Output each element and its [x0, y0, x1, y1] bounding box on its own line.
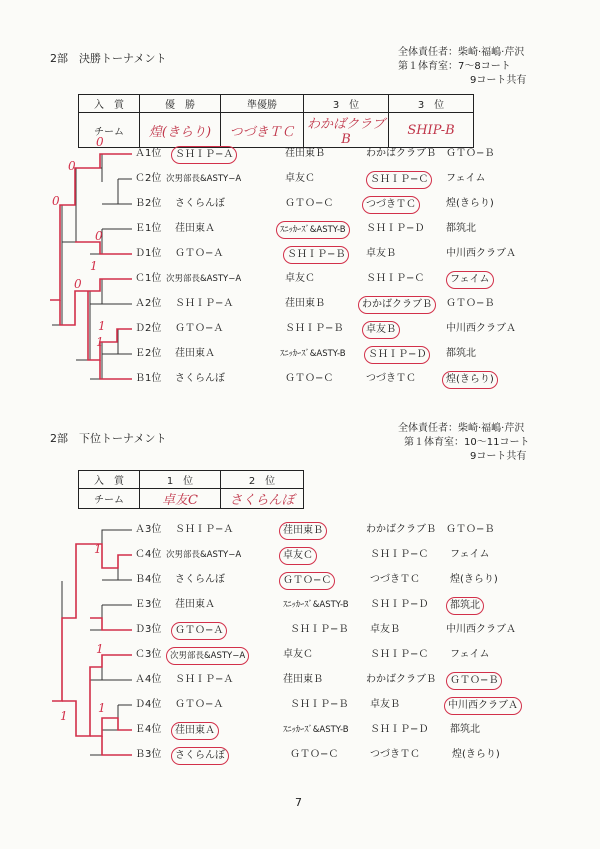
court-team: 卓友Ｂ: [370, 624, 400, 635]
team-name: 荏田東Ａ: [175, 599, 215, 610]
court-team: 中川西クラブＡ: [444, 697, 522, 715]
court-team: 卓友Ｃ: [285, 273, 315, 284]
team-name: ＳＨＩＰ−Ａ: [175, 524, 234, 535]
court-team: ＧＴＯ−Ｂ: [446, 524, 495, 535]
seed-label: Ｄ3位: [135, 624, 162, 635]
score-mark: 1: [96, 335, 104, 349]
table-header: 入 賞: [79, 471, 140, 489]
court-team: フェイム: [446, 271, 494, 289]
team-name: 次男部長&ASTY−A: [166, 647, 249, 665]
court-team: 中川西クラブＡ: [446, 323, 516, 334]
court-team: フェイム: [450, 549, 490, 560]
score-mark: 1: [96, 642, 104, 656]
team-name: ＧＴＯ−Ａ: [171, 622, 227, 640]
court-team: わかばクラブＢ: [366, 674, 436, 685]
team-name: 荏田東Ａ: [175, 223, 215, 234]
court-team: ＳＨＩＰ−Ｄ: [366, 223, 425, 234]
court-team: つづきＴＣ: [362, 196, 420, 214]
court-team: 卓友Ｂ: [370, 699, 400, 710]
court-team: 卓友Ｃ: [285, 173, 315, 184]
lower-bracket-winner-lines: [52, 544, 132, 755]
court-team: 卓友Ｃ: [279, 547, 317, 565]
court-team: つづきＴＣ: [366, 373, 416, 384]
seed-label: Ｃ4位: [135, 549, 162, 560]
lower-resp-line: 第１体育室：10～11コート: [404, 437, 530, 448]
court-team: ＧＴＯ−Ｃ: [290, 749, 339, 760]
team-name: ＳＨＩＰ−Ａ: [171, 146, 237, 164]
team-name: さくらんぼ: [175, 373, 225, 384]
seed-label: Ａ2位: [135, 298, 162, 309]
score-mark: 1: [98, 701, 106, 715]
third-place-cell: SHIP-B: [389, 113, 474, 148]
court-team: ＧＴＯ−Ｂ: [446, 148, 495, 159]
court-team: 卓友Ｃ: [283, 649, 313, 660]
seed-label: Ａ4位: [135, 674, 162, 685]
court-team: ＳＨＩＰ−Ｄ: [370, 724, 429, 735]
team-name: 次男部長&ASTY−A: [166, 174, 242, 184]
court-team: 卓友Ｂ: [362, 321, 400, 339]
winner-cell: 煌(きらり): [140, 113, 221, 148]
court-team: 荏田東Ｂ: [285, 148, 325, 159]
table-header: 入 賞: [79, 95, 140, 113]
lower-resp-line: 全体責任者：柴崎·福嶋·芹沢: [398, 423, 525, 434]
team-name: ＧＴＯ−Ａ: [175, 248, 224, 259]
court-team: ＳＨＩＰ−Ｃ: [370, 649, 429, 660]
team-name: ＧＴＯ−Ａ: [175, 323, 224, 334]
seed-label: Ｂ1位: [135, 373, 162, 384]
court-team: ＳＨＩＰ−Ｂ: [290, 624, 349, 635]
score-mark: 0: [96, 135, 104, 149]
team-name: 荏田東Ａ: [171, 722, 219, 740]
court-team: ｽﾆｯｶｰｽﾞ&ASTY-B: [283, 725, 349, 735]
court-team: ｽﾆｯｶｰｽﾞ&ASTY-B: [280, 349, 346, 359]
seed-label: Ｂ3位: [135, 749, 162, 760]
score-mark: 1: [60, 709, 68, 723]
seed-label: Ｂ4位: [135, 574, 162, 585]
court-team: 中川西クラブＡ: [446, 248, 516, 259]
table-row-label: チーム: [79, 113, 140, 148]
seed-label: Ｄ1位: [135, 248, 162, 259]
court-team: 都筑北: [450, 724, 480, 735]
seed-label: Ｄ4位: [135, 699, 162, 710]
table-header: 準優勝: [221, 95, 304, 113]
team-name: さくらんぼ: [175, 198, 225, 209]
team-name: 次男部長&ASTY−A: [166, 550, 242, 560]
court-team: ｽﾆｯｶｰｽﾞ&ASTY-B: [276, 221, 350, 239]
team-name: さくらんぼ: [175, 574, 225, 585]
score-mark: 0: [52, 194, 60, 208]
table-header: 優 勝: [140, 95, 221, 113]
court-team: ＳＨＩＰ−Ｄ: [364, 346, 430, 364]
court-team: 荏田東Ｂ: [283, 674, 323, 685]
score-mark: 0: [95, 229, 103, 243]
seed-label: Ｅ2位: [135, 348, 162, 359]
court-team: わかばクラブＢ: [366, 524, 436, 535]
team-name: ＳＨＩＰ−Ａ: [175, 298, 234, 309]
seed-label: Ｃ2位: [135, 173, 162, 184]
score-mark: 1: [90, 259, 98, 273]
table-row-label: チーム: [79, 489, 140, 509]
score-mark: 0: [74, 277, 82, 291]
seed-label: Ａ3位: [135, 524, 162, 535]
table-header: 1 位: [140, 471, 221, 489]
team-name: さくらんぼ: [171, 747, 229, 765]
court-team: つづきＴＣ: [370, 749, 420, 760]
final-resp-line: 第１体育室：7～8コート: [398, 61, 511, 72]
court-team: ＳＨＩＰ−Ｂ: [290, 699, 349, 710]
runner-up-cell: つづきＴＣ: [221, 113, 304, 148]
court-team: 都筑北: [446, 223, 476, 234]
court-team: ＧＴＯ−Ｂ: [446, 298, 495, 309]
score-mark: 0: [68, 159, 76, 173]
page-number: 7: [295, 796, 302, 809]
court-team: 煌(きらり): [452, 749, 500, 760]
court-team: ＧＴＯ−Ｃ: [279, 572, 335, 590]
seed-label: Ｅ4位: [135, 724, 162, 735]
court-team: 煌(きらり): [450, 574, 498, 585]
seed-label: Ａ1位: [135, 148, 162, 159]
court-team: ＳＨＩＰ−Ｂ: [285, 323, 344, 334]
team-name: 荏田東Ａ: [175, 348, 215, 359]
court-team: ＳＨＩＰ−Ｄ: [370, 599, 429, 610]
score-mark: 1: [98, 319, 106, 333]
final-resp-line: 全体責任者：柴崎·福嶋·芹沢: [398, 47, 525, 58]
lower-resp-line: 9コート共有: [470, 451, 527, 462]
team-name: ＳＨＩＰ−Ａ: [175, 674, 234, 685]
team-name: 次男部長&ASTY−A: [166, 274, 242, 284]
lower-section-title: 2部 下位トーナメント: [50, 432, 167, 445]
court-team: ｽﾆｯｶｰｽﾞ&ASTY-B: [283, 600, 349, 610]
court-team: ＧＴＯ−Ｂ: [446, 672, 502, 690]
second-place-cell: さくらんぼ: [221, 489, 304, 509]
seed-label: Ｅ3位: [135, 599, 162, 610]
court-team: フェイム: [446, 173, 486, 184]
court-team: 荏田東Ｂ: [285, 298, 325, 309]
court-team: ＳＨＩＰ−Ｃ: [366, 171, 432, 189]
seed-label: Ｂ2位: [135, 198, 162, 209]
court-team: ＳＨＩＰ−Ｃ: [370, 549, 429, 560]
court-team: 荏田東Ｂ: [279, 522, 327, 540]
lower-score-marks: [60, 542, 106, 723]
final-resp-line: 9コート共有: [470, 75, 527, 86]
third-place-cell: わかばクラブB: [304, 113, 389, 148]
table-header: 2 位: [221, 471, 304, 489]
court-team: ＧＴＯ−Ｃ: [285, 373, 334, 384]
court-team: ＳＨＩＰ−Ｃ: [366, 273, 425, 284]
court-team: わかばクラブＢ: [358, 296, 436, 314]
court-team: つづきＴＣ: [370, 574, 420, 585]
court-team: 都筑北: [446, 597, 484, 615]
court-team: わかばクラブＢ: [366, 148, 436, 159]
court-team: 卓友Ｂ: [366, 248, 396, 259]
final-section-title: 2部 決勝トーナメント: [50, 52, 167, 65]
seed-label: Ｄ2位: [135, 323, 162, 334]
court-team: 都筑北: [446, 348, 476, 359]
seed-label: Ｃ3位: [135, 649, 162, 660]
court-team: ＳＨＩＰ−Ｂ: [283, 246, 349, 264]
seed-label: Ｅ1位: [135, 223, 162, 234]
score-mark: 1: [94, 542, 102, 556]
court-team: フェイム: [450, 649, 490, 660]
court-team: 煌(きらり): [442, 371, 498, 389]
court-team: 煌(きらり): [446, 198, 494, 209]
table-header: 3 位: [389, 95, 474, 113]
court-team: ＧＴＯ−Ｃ: [285, 198, 334, 209]
seed-label: Ｃ1位: [135, 273, 162, 284]
team-name: ＧＴＯ−Ａ: [175, 699, 224, 710]
table-header: 3 位: [304, 95, 389, 113]
court-team: 中川西クラブＡ: [446, 624, 516, 635]
first-place-cell: 卓友C: [140, 489, 221, 509]
